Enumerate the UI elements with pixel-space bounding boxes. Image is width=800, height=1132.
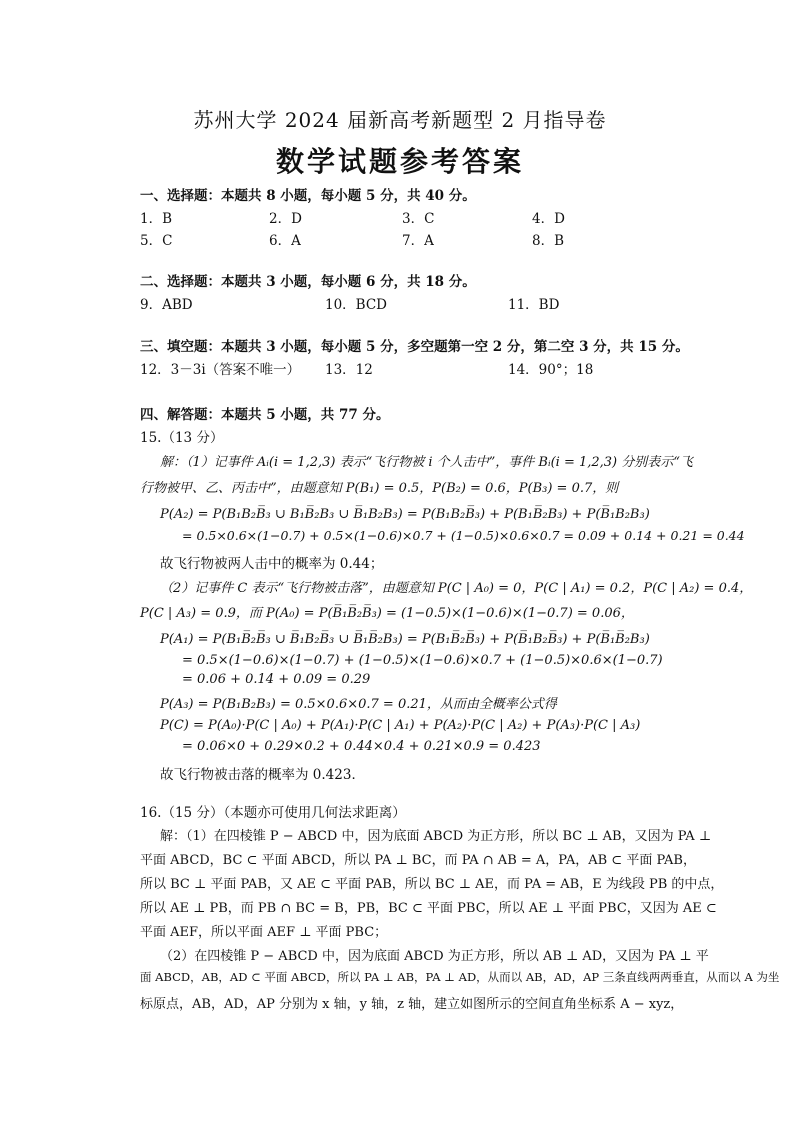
answer-title: 数学试题参考答案: [275, 145, 524, 178]
answer-7: 7．A: [402, 233, 434, 249]
q15-line-7: P(C | A₃) = 0.9，而 P(A₀) = P(B̅₁B̅₂B̅₃) = (1−0.5)×(1−0.6)×(1−0.7) = 0.06，: [140, 606, 634, 621]
q16-line-2: 平面 ABCD，BC ⊂ 平面 ABCD，所以 PA ⊥ BC，而 PA ∩ AB = A，PA，AB ⊂ 平面 PAB，: [140, 853, 696, 868]
q16-line-6: （2）在四棱锥 P − ABCD 中，因为底面 ABCD 为正方形，所以 AB ⊥ AD，又因为 PA ⊥ 平: [160, 949, 709, 964]
q16-line-4: 所以 AE ⊥ PB，而 PB ∩ BC = B，PB，BC ⊂ 平面 PBC，所以 AE ⊥ 平面 PBC，又因为 AE ⊂: [140, 901, 717, 916]
section3-heading: 三、填空题：本题共 3 小题，每小题 5 分，多空题第一空 2 分，第二空 3 分，共 15 分。: [140, 339, 689, 355]
q15-line-8: P(A₁) = P(B₁B̅₂B̅₃ ∪ B̅₁B₂B̅₃ ∪ B̅₁B̅₂B₃) = P(B₁B̅₂B̅₃) + P(B̅₁B₂B̅₃) + P(B̅₁B̅₂B₃): [160, 632, 650, 647]
answer-9: 9．ABD: [140, 297, 193, 313]
section4-heading: 四、解答题：本题共 5 小题，共 77 分。: [140, 407, 390, 423]
q16-line-1: 解：（1）在四棱锥 P − ABCD 中，因为底面 ABCD 为正方形，所以 BC ⊥ AB，又因为 PA ⊥: [160, 829, 712, 844]
q15-line-2: 行物被甲、乙、丙击中”，由题意知 P(B₁) = 0.5，P(B₂) = 0.6，P(B₃) = 0.7，则: [140, 481, 619, 496]
answer-14: 14．90°；18: [508, 362, 594, 378]
answer-3: 3．C: [402, 211, 435, 227]
q16-label: 16.（15 分）（本题亦可使用几何法求距离）: [140, 805, 406, 821]
q15-line-4: = 0.5×0.6×(1−0.7) + 0.5×(1−0.6)×0.7 + (1−0.5)×0.6×0.7 = 0.09 + 0.14 + 0.21 = 0.44: [182, 528, 745, 543]
q15-label: 15.（13 分）: [140, 430, 224, 446]
q16-line-3: 所以 BC ⊥ 平面 PAB，又 AE ⊂ 平面 PAB，所以 BC ⊥ AE，而 PA = AB，E 为线段 PB 的中点，: [140, 877, 724, 892]
section1-answers-row1: [140, 207, 700, 227]
answer-8: 8．B: [532, 233, 565, 249]
answer-6: 6．A: [269, 233, 301, 249]
q15-line-10: = 0.06 + 0.14 + 0.09 = 0.29: [182, 672, 371, 687]
q15-line-13: = 0.06×0 + 0.29×0.2 + 0.44×0.4 + 0.21×0.9 = 0.423: [182, 739, 541, 754]
section1-heading: 一、选择题：本题共 8 小题，每小题 5 分，共 40 分。: [140, 188, 476, 204]
q15-line-12: P(C) = P(A₀)·P(C | A₀) + P(A₁)·P(C | A₁) + P(A₂)·P(C | A₂) + P(A₃)·P(C | A₃): [160, 718, 641, 733]
answer-12: 12．3－3i（答案不唯一）: [140, 362, 301, 378]
q15-line-1: 解：（1）记事件 Aᵢ(i = 1,2,3) 表示“飞行物被 i 个人击中”，事件 Bᵢ(i = 1,2,3) 分别表示“飞: [160, 455, 693, 470]
q15-line-14: 故飞行物被击落的概率为 0.423．: [160, 767, 365, 783]
q16-line-8: 标原点，AB，AD，AP 分别为 x 轴，y 轴，z 轴，建立如图所示的空间直角坐标系 A − xyz，: [140, 997, 684, 1012]
section2-answers-row1: [140, 293, 700, 313]
answer-2: 2．D: [269, 211, 302, 227]
q15-line-9: = 0.5×(1−0.6)×(1−0.7) + (1−0.5)×(1−0.6)×0.7 + (1−0.5)×0.6×(1−0.7): [182, 653, 663, 668]
q15-line-5: 故飞行物被两人击中的概率为 0.44；: [160, 556, 384, 572]
answer-11: 11．BD: [508, 297, 560, 313]
answer-13: 13．12: [325, 362, 373, 378]
answer-1: 1．B: [140, 211, 173, 227]
q16-line-5: 平面 AEF，所以平面 AEF ⊥ 平面 PBC；: [140, 925, 388, 940]
section3-answers-row1: [140, 358, 700, 378]
answer-10: 10．BCD: [325, 297, 388, 313]
q15-line-3: P(A₂) = P(B₁B₂B̅₃ ∪ B₁B̅₂B₃ ∪ B̅₁B₂B₃) = P(B₁B₂B̅₃) + P(B₁B̅₂B₃) + P(B̅₁B₂B₃): [160, 507, 650, 522]
q15-line-6: （2）记事件 C 表示“飞行物被击落”，由题意知 P(C | A₀) = 0，P(C | A₁) = 0.2，P(C | A₂) = 0.4，: [160, 581, 753, 596]
q16-line-7: 面 ABCD，AB，AD ⊂ 平面 ABCD，所以 PA ⊥ AB，PA ⊥ AD，从而以 AB，AD，AP 三条直线两两垂直，从而以 A 为坐: [140, 970, 780, 984]
section1-answers-row2: [140, 229, 700, 249]
exam-title: 苏州大学 2024 届新高考新题型 2 月指导卷: [193, 108, 607, 132]
section2-heading: 二、选择题：本题共 3 小题，每小题 6 分，共 18 分。: [140, 274, 476, 290]
q15-line-11: P(A₃) = P(B₁B₂B₃) = 0.5×0.6×0.7 = 0.21，从而由全概率公式得: [160, 697, 557, 712]
answer-5: 5．C: [140, 233, 173, 249]
answer-4: 4．D: [532, 211, 565, 227]
